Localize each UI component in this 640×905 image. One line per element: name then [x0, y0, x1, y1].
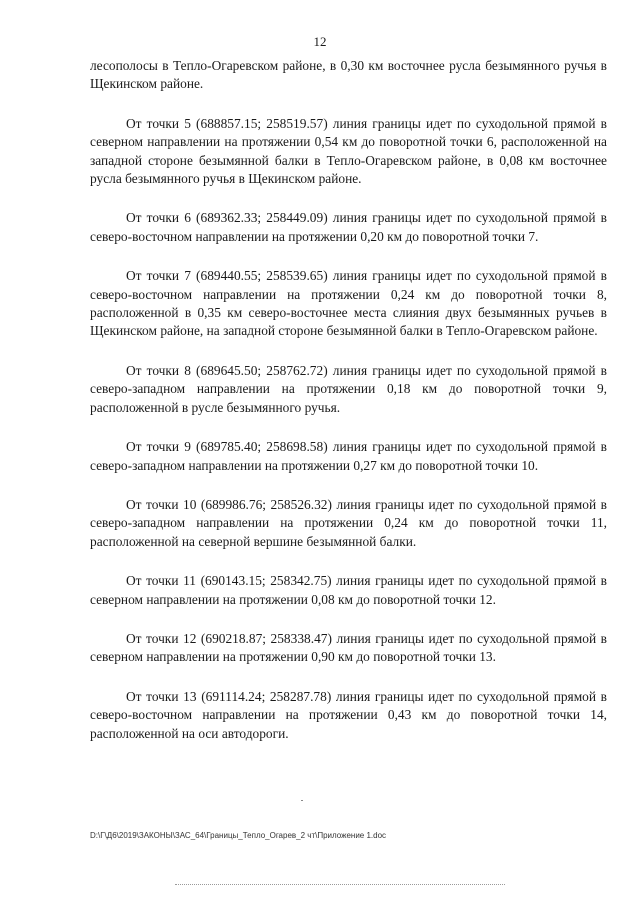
scan-speck — [301, 800, 303, 801]
footer-file-path: D:\Г\Д6\2019\ЗАКОНЫ\ЗАС_64\Границы_Тепло_Огарев_2 чт\Приложение 1.doc — [90, 831, 387, 840]
paragraph-point-13: От точки 13 (691114.24; 258287.78) линия границы идет по суходольной прямой в северо-восточном направлении на протяжении 0,43 км до поворотной точки 14, расположенной на оси автодороги. — [90, 688, 607, 741]
paragraph-point-12: От точки 12 (690218.87; 258338.47) линия границы идет по суходольной прямой в северном направлении на протяжении 0,90 км до поворотной точки 13. — [90, 630, 607, 665]
paragraph-point-8: От точки 8 (689645.50; 258762.72) линия границы идет по суходольной прямой в северо-западном направлении на протяжении 0,18 км до поворотной точки 9, расположенной в русле безымянного ручья. — [90, 362, 607, 415]
paragraph-continuation: лесополосы в Тепло-Огаревском районе, в 0,30 км восточнее русла безымянного ручья в Щекинском районе. — [90, 58, 607, 92]
paragraph-point-11: От точки 11 (690143.15; 258342.75) линия границы идет по суходольной прямой в северном направлении на протяжении 0,08 км до поворотной точки 12. — [90, 573, 607, 607]
paragraph-point-7: От точки 7 (689440.55; 258539.65) линия границы идет по суходольной прямой в северо-восточном направлении на протяжении 0,24 км до поворотной точки 8, расположенной в 0,35 км северо-восточнее места слияния двух безымянных ручьев в Щекинском районе, на западной стороне безымянной балки в Тепло-Огаревском районе. — [90, 268, 607, 339]
paragraph-point-5: От точки 5 (688857.15; 258519.57) линия границы идет по суходольной прямой в северном направлении на протяжении 0,54 км до поворотной точки 6, расположенной на западной стороне безымянной балки в Тепло-Огаревском районе, в 0,08 км восточнее русла безымянного ручья в Щекинском районе. — [90, 115, 607, 187]
page-number: 12 — [313, 34, 327, 49]
paragraph-point-6: От точки 6 (689362.33; 258449.09) линия границы идет по суходольной прямой в северо-восточном направлении на протяжении 0,20 км до поворотной точки 7. — [90, 210, 607, 244]
paragraph-point-9: От точки 9 (689785.40; 258698.58) линия границы идет по суходольной прямой в северо-западном направлении на протяжении 0,27 км до поворотной точки 10. — [90, 439, 607, 473]
document-body — [90, 57, 607, 764]
scan-artifact-line — [175, 884, 505, 886]
paragraph-point-10: От точки 10 (689986.76; 258526.32) линия границы идет по суходольной прямой в северо-западном направлении на протяжении 0,24 км до поворотной точки 11, расположенной на северной вершине безымянной балки. — [90, 496, 607, 549]
